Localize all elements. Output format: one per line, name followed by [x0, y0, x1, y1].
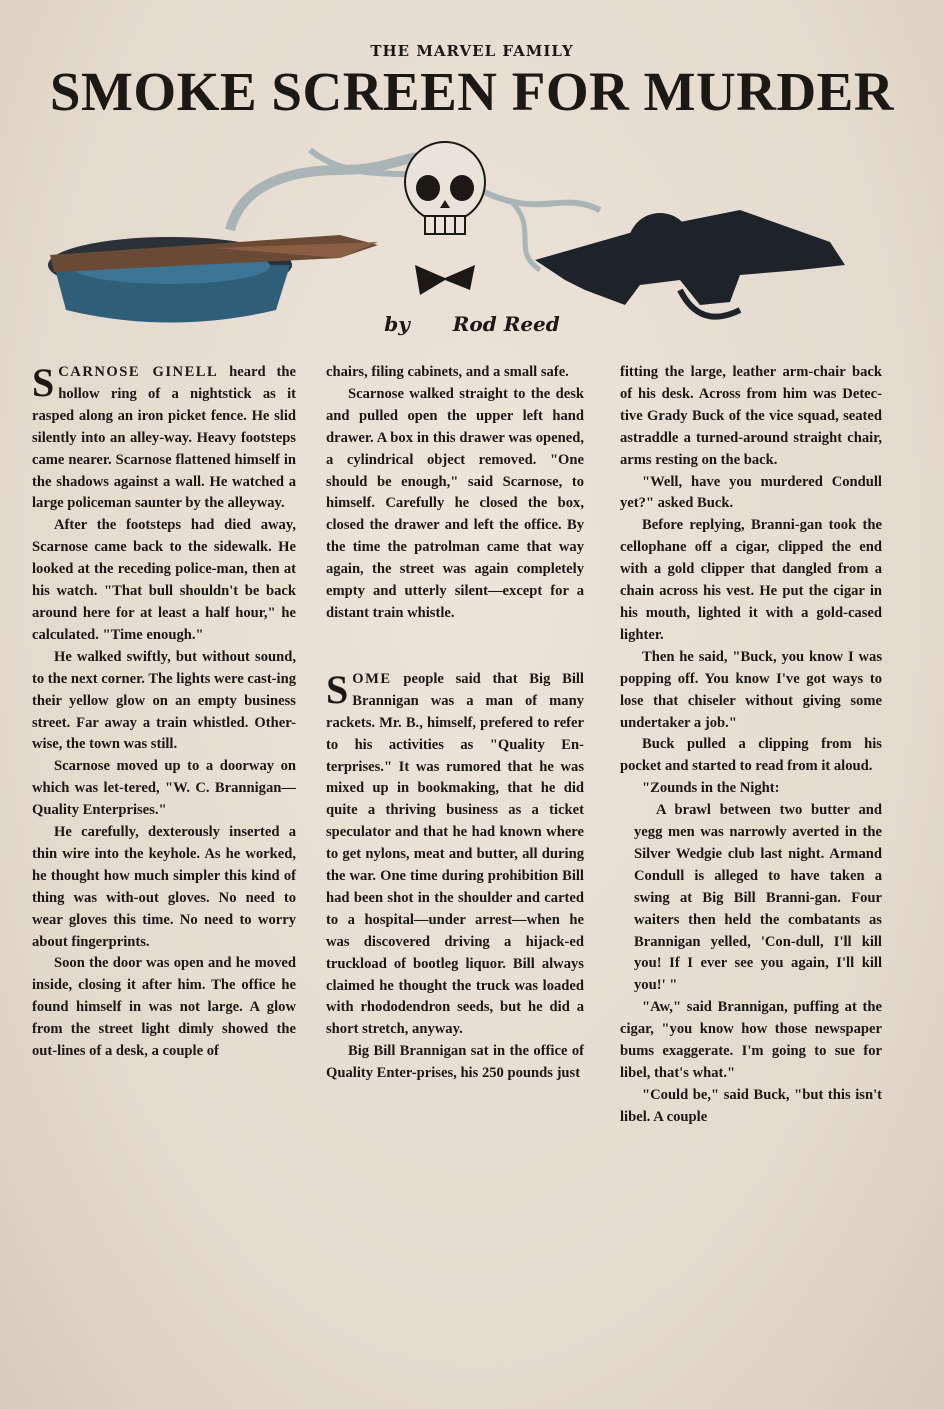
skull-icon — [405, 142, 485, 295]
text-column-1 — [32, 362, 296, 1063]
paragraph: Big Bill Brannigan sat in the office of Quality Enter-prises, his 250 pounds just — [326, 1043, 584, 1082]
section-break — [326, 625, 584, 669]
lead-in: OME — [352, 670, 392, 687]
drop-cap: S — [326, 666, 349, 712]
paragraph: Scarnose walked straight to the desk and pulled open the upper left hand drawer. A box in this drawer was opened, a cylindrical object removed. "One should be enough," said Scarnose, to himself. Carefully he closed the box, closed the drawer and left the office. By the time the patrolman came that way again, the street was again completely empty and utterly silent—except for a distant train whistle. — [326, 385, 584, 621]
paragraph: Scarnose moved up to a doorway on which was let-tered, "W. C. Brannigan—Quality Enterprises." — [32, 758, 296, 819]
paragraph: "Zounds in the Night: — [642, 780, 780, 797]
paragraph: Before replying, Branni-gan took the cellophane off a cigar, clipped the end with a gold clipper that dangled from a chain across his vest. He put the cigar in his mouth, lighted it with a gold-cased lighter. — [620, 517, 882, 643]
paragraph: He walked swiftly, but without sound, to the next corner. The lights were cast-ing their yellow glow on an empty business street. Far away a train whistled. Other-wise, the town was still. — [32, 648, 297, 753]
byline — [0, 312, 944, 336]
paragraph: "Aw," said Brannigan, puffing at the cigar, "you know how those newspaper bums exaggerate. I'm going to sue for libel, that's what." — [620, 999, 882, 1081]
paragraph: After the footsteps had died away, Scarnose came back to the sidewalk. He looked at the receding police-man, then at his watch. "That bull shouldn't be back around here for at least a half hour," he calculated. "Time enough." — [32, 517, 296, 643]
paragraph: He carefully, dexterously inserted a thin wire into the keyhole. As he worked, he thought how much simpler this kind of thing was with-out gloves. No need to wear gloves this time. No need to worry about fingerprints. — [32, 824, 296, 950]
paragraph-text: heard the hollow ring of a nightstick as it rasped along an iron picket fence. He slid silently into an alley-way. Heavy footsteps came nearer. Scarnose flattened himself in the shadows against a wall. He watched a large policeman saunter by the alleyway. — [32, 364, 296, 512]
newspaper-clipping-quote — [620, 800, 882, 997]
byline-author: Rod Reed — [452, 312, 560, 336]
paragraph — [326, 666, 584, 1041]
paragraph: Buck pulled a clipping from his pocket and started to read from it aloud. — [620, 736, 882, 775]
byline-by: by — [384, 312, 410, 336]
paragraph: "Well, have you murdered Condull yet?" asked Buck. — [620, 473, 882, 512]
paragraph: fitting the large, leather arm-chair back of his desk. Across from him was Detec-tive Grady Buck of the vice squad, seated astraddle a turned-around straight chair, arms resting on the back. — [620, 364, 882, 468]
story-title: SMOKE SCREEN FOR MURDER — [49, 61, 895, 122]
ashtray-cigar-icon — [48, 235, 378, 323]
text-column-3 — [620, 362, 882, 1129]
paragraph: chairs, filing cabinets, and a small safe. — [326, 364, 569, 380]
text-column-2 — [326, 362, 584, 1085]
paragraph: Soon the door was open and he moved inside, closing it after him. The office he found himself in was not large. A glow from the street light dimly showed the out-lines of a desk, a couple of — [32, 955, 296, 1060]
drop-cap: S — [32, 360, 55, 405]
paragraph: Then he said, "Buck, you know I was popping off. You know I've got ways to lose that chiseler without giving some undertaker a job." — [620, 648, 882, 731]
paragraph: A brawl between two butter and yegg men was narrowly averted in the Silver Wedgie club last night. Armand Condull is alleged to have taken a swing at Big Bill Branni-gan. Four waiters then held the combatants as Brannigan yelled, 'Con-dull, I'll kill you! If I ever see you again, I'll kill you!' " — [634, 802, 882, 994]
running-head: THE MARVEL FAMILY — [370, 42, 574, 60]
paragraph-text: people said that Big Bill Brannigan was a man of many rackets. Mr. B., himself, prefered to refer to his activities as "Quality En-terprises." It was rumored that he was mixed up in bookmaking, that he did quite a thriving business as a ticket speculator and that he had known where to get nylons, meat and butter, all during the war. One time during prohibition Bill had been shot in the shoulder and carted to a hospital—under arrest—when he was discovered driving a hijack-ed truckload of bootleg liquor. Bill always claimed he thought the truck was loaded with rhododendron seeds, but he did a short stretch, anyway. — [326, 670, 584, 1038]
revolver-icon — [535, 210, 845, 317]
lead-in: CARNOSE GINELL — [58, 364, 219, 380]
paragraph — [32, 362, 296, 515]
paragraph: "Could be," said Buck, "but this isn't libel. A couple — [620, 1086, 882, 1125]
